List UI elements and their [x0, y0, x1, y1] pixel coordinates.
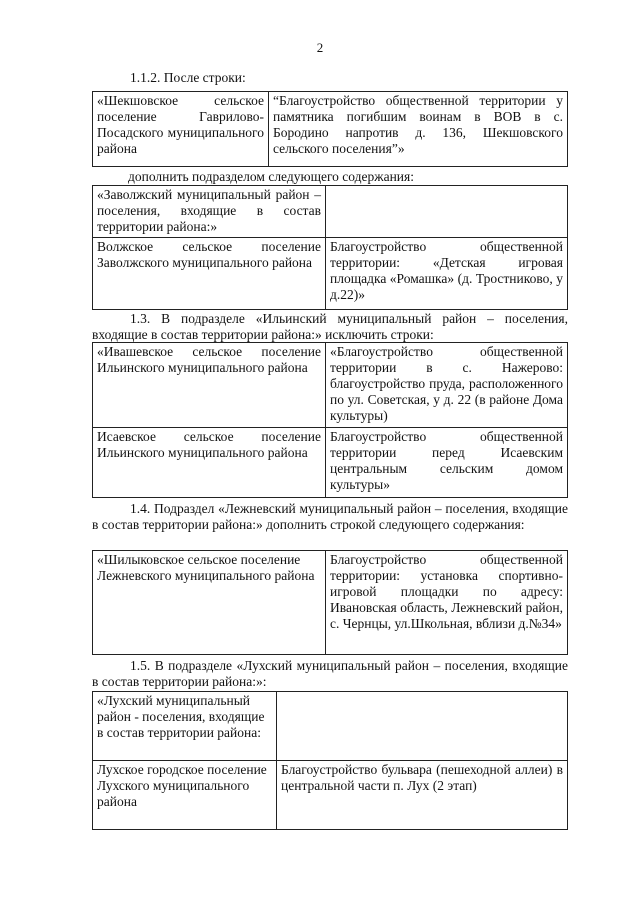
project-cell: «Благоустройство общественной территории в с. Нажерово: благоустройство пруда, расположенного по ул. Советская, у д. 22 (в районе Дома культуры) — [326, 343, 568, 428]
table-row — [93, 551, 568, 655]
settlement-cell: «Шекшовское сельское поселение Гаврилово-Посадского муниципального района — [93, 92, 269, 167]
table-ilyinsky — [92, 342, 568, 498]
table-row — [93, 428, 568, 498]
table-row — [93, 692, 568, 761]
table-lezhnevsky — [92, 550, 568, 655]
table-row — [93, 238, 568, 310]
page-number: 2 — [316, 40, 324, 55]
table-row — [93, 761, 568, 830]
addition-note: дополнить подразделом следующего содержания: — [128, 169, 414, 184]
empty-cell — [326, 186, 568, 238]
settlement-cell: Исаевское сельское поселение Ильинского муниципального района — [93, 428, 326, 498]
table-row — [93, 92, 568, 167]
clause-1-4: 1.4. Подраздел «Лежневский муниципальный район – поселения, входящие в состав территории района:» дополнить строкой следующего содержания: — [92, 501, 568, 532]
settlement-cell: Лухское городское поселение Лухского муниципального района — [93, 761, 277, 830]
project-cell: “Благоустройство общественной территории у памятника погибшим воинам в ВОВ в с. Бородино напротив д. 136, Шекшовского сельского поселения”» — [269, 92, 568, 167]
table-shekshovskoe — [92, 91, 568, 167]
district-heading-cell: «Лухский муниципальный район - поселения, входящие в состав территории района: — [93, 692, 277, 761]
table-lukhsky — [92, 691, 568, 830]
project-cell: Благоустройство общественной территории: установка спортивно-игровой площадки по адресу: Ивановская область, Лежневский район, с. Чернцы, ул.Школьная, вблизи д.№34» — [326, 551, 568, 655]
table-row — [93, 343, 568, 428]
project-cell: Благоустройство бульвара (пешеходной аллеи) в центральной части п. Лух (2 этап) — [277, 761, 568, 830]
district-heading-cell: «Заволжский муниципальный район – поселения, входящие в состав территории района:» — [93, 186, 326, 238]
settlement-cell: Волжское сельское поселение Заволжского муниципального района — [93, 238, 326, 310]
settlement-cell: «Шилыковское сельское поселение Лежневского муниципального района — [93, 551, 326, 655]
project-cell: Благоустройство общественной территории: «Детская игровая площадка «Ромашка» (д. Тростниково, у д.22)» — [326, 238, 568, 310]
project-cell: Благоустройство общественной территории перед Исаевским центральным сельским домом культуры» — [326, 428, 568, 498]
settlement-cell: «Ивашевское сельское поселение Ильинского муниципального района — [93, 343, 326, 428]
clause-1-3: 1.3. В подразделе «Ильинский муниципальный район – поселения, входящие в состав территории района:» исключить строки: — [92, 311, 568, 342]
clause-1-5: 1.5. В подразделе «Лухский муниципальный район – поселения, входящие в состав территории района:»: — [92, 658, 568, 689]
table-zavolzhsky — [92, 185, 568, 310]
clause-1-1-2: 1.1.2. После строки: — [130, 70, 246, 85]
empty-cell — [277, 692, 568, 761]
table-row — [93, 186, 568, 238]
